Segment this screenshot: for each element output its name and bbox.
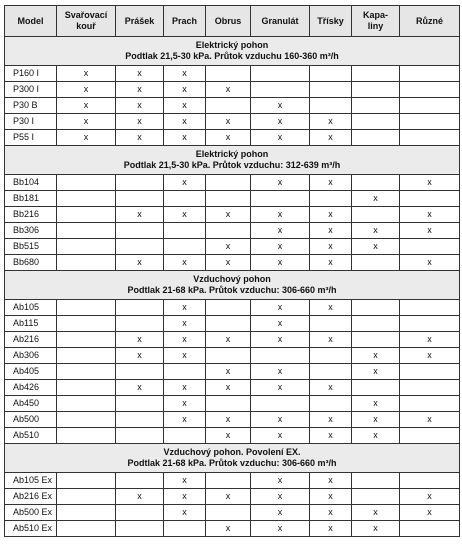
section-subtitle: Podtlak 21-68 kPa. Průtok vzduchu: 306-660 m³/h — [127, 285, 337, 295]
mark-cell: x — [251, 505, 310, 521]
mark-cell — [57, 505, 116, 521]
table-row — [5, 239, 460, 255]
mark-cell: x — [164, 255, 206, 271]
mark-cell: x — [310, 114, 352, 130]
mark-cell: x — [400, 223, 460, 239]
mark-cell: x — [206, 130, 251, 146]
table-row — [5, 300, 460, 316]
mark-cell — [164, 521, 206, 537]
mark-cell — [206, 66, 251, 82]
mark-cell — [310, 348, 352, 364]
column-header-text: kouř — [76, 21, 96, 31]
mark-cell: x — [116, 207, 164, 223]
table-row — [5, 98, 460, 114]
mark-cell: x — [352, 348, 400, 364]
mark-cell: x — [116, 114, 164, 130]
mark-cell — [310, 82, 352, 98]
mark-cell: x — [400, 489, 460, 505]
model-cell: Ab500 Ex — [5, 505, 57, 521]
table-row — [5, 66, 460, 82]
mark-cell: x — [310, 239, 352, 255]
model-cell: Ab105 — [5, 300, 57, 316]
mark-cell: x — [352, 191, 400, 207]
model-cell: Ab405 — [5, 364, 57, 380]
mark-cell — [352, 207, 400, 223]
mark-cell: x — [206, 207, 251, 223]
mark-cell: x — [310, 489, 352, 505]
mark-cell — [400, 98, 460, 114]
model-cell: Ab216 — [5, 332, 57, 348]
mark-cell — [206, 98, 251, 114]
mark-cell — [57, 175, 116, 191]
mark-cell — [57, 316, 116, 332]
mark-cell: x — [310, 505, 352, 521]
mark-cell — [206, 396, 251, 412]
section-header-row — [5, 444, 460, 473]
mark-cell: x — [310, 130, 352, 146]
table-row — [5, 489, 460, 505]
model-cell: Ab115 — [5, 316, 57, 332]
mark-cell — [352, 82, 400, 98]
mark-cell: x — [352, 364, 400, 380]
section-title: Elektrický pohon — [195, 149, 269, 159]
mark-cell: x — [116, 130, 164, 146]
mark-cell — [400, 364, 460, 380]
mark-cell — [400, 473, 460, 489]
section-subtitle: Podtlak 21,5-30 kPa. Průtok vzduchu: 312-639 m³/h — [123, 160, 341, 170]
mark-cell — [310, 316, 352, 332]
mark-cell: x — [400, 255, 460, 271]
model-cell: Ab216 Ex — [5, 489, 57, 505]
column-header — [206, 6, 251, 37]
mark-cell: x — [251, 223, 310, 239]
model-cell: Bb216 — [5, 207, 57, 223]
section-header-row — [5, 271, 460, 300]
mark-cell — [310, 396, 352, 412]
model-cell: P30 B — [5, 98, 57, 114]
mark-cell: x — [206, 82, 251, 98]
mark-cell — [352, 316, 400, 332]
mark-cell: x — [116, 332, 164, 348]
model-cell: Ab450 — [5, 396, 57, 412]
mark-cell — [57, 332, 116, 348]
mark-cell: x — [164, 114, 206, 130]
mark-cell — [352, 175, 400, 191]
mark-cell — [206, 505, 251, 521]
mark-cell: x — [57, 114, 116, 130]
table-row — [5, 396, 460, 412]
mark-cell — [57, 255, 116, 271]
model-cell: Ab510 — [5, 428, 57, 444]
mark-cell — [400, 191, 460, 207]
mark-cell: x — [251, 428, 310, 444]
mark-cell: x — [310, 255, 352, 271]
model-cell: Ab105 Ex — [5, 473, 57, 489]
mark-cell — [57, 364, 116, 380]
mark-cell: x — [164, 489, 206, 505]
mark-cell: x — [310, 332, 352, 348]
table-row — [5, 175, 460, 191]
model-cell: P300 I — [5, 82, 57, 98]
mark-cell — [57, 396, 116, 412]
mark-cell — [57, 412, 116, 428]
table-row — [5, 332, 460, 348]
mark-cell: x — [352, 505, 400, 521]
mark-cell: x — [164, 348, 206, 364]
mark-cell: x — [310, 473, 352, 489]
table-row — [5, 348, 460, 364]
mark-cell — [352, 332, 400, 348]
model-cell: Bb181 — [5, 191, 57, 207]
mark-cell: x — [400, 207, 460, 223]
mark-cell — [57, 239, 116, 255]
mark-cell: x — [164, 473, 206, 489]
mark-cell — [400, 380, 460, 396]
column-header — [164, 6, 206, 37]
mark-cell: x — [206, 239, 251, 255]
mark-cell — [206, 316, 251, 332]
table-row — [5, 364, 460, 380]
mark-cell — [352, 380, 400, 396]
table-row — [5, 428, 460, 444]
model-cell: Bb306 — [5, 223, 57, 239]
mark-cell: x — [164, 380, 206, 396]
mark-cell: x — [251, 364, 310, 380]
mark-cell: x — [251, 412, 310, 428]
mark-cell: x — [206, 489, 251, 505]
mark-cell — [352, 255, 400, 271]
column-header-text: Prášek — [124, 15, 155, 26]
mark-cell — [116, 175, 164, 191]
mark-cell: x — [57, 82, 116, 98]
mark-cell — [57, 348, 116, 364]
mark-cell: x — [310, 223, 352, 239]
mark-cell — [116, 412, 164, 428]
mark-cell: x — [116, 66, 164, 82]
table-row — [5, 473, 460, 489]
column-header — [116, 6, 164, 37]
column-header — [57, 6, 116, 37]
section-header — [5, 146, 460, 175]
table-row — [5, 255, 460, 271]
model-cell: P30 I — [5, 114, 57, 130]
mark-cell: x — [251, 207, 310, 223]
mark-cell — [57, 428, 116, 444]
mark-cell — [352, 300, 400, 316]
mark-cell: x — [57, 66, 116, 82]
table-row — [5, 521, 460, 537]
mark-cell — [400, 114, 460, 130]
mark-cell: x — [164, 505, 206, 521]
column-header-text: Kapa- — [362, 10, 388, 20]
mark-cell — [57, 380, 116, 396]
table-header — [5, 6, 460, 37]
mark-cell: x — [251, 521, 310, 537]
mark-cell: x — [310, 300, 352, 316]
mark-cell: x — [164, 175, 206, 191]
table-row — [5, 380, 460, 396]
model-cell: Bb515 — [5, 239, 57, 255]
mark-cell — [116, 239, 164, 255]
mark-cell: x — [206, 380, 251, 396]
mark-cell: x — [251, 300, 310, 316]
mark-cell — [400, 316, 460, 332]
mark-cell: x — [352, 412, 400, 428]
mark-cell: x — [206, 521, 251, 537]
mark-cell: x — [164, 130, 206, 146]
model-cell: Ab510 Ex — [5, 521, 57, 537]
section-title: Elektrický pohon — [195, 40, 269, 50]
mark-cell: x — [116, 98, 164, 114]
mark-cell — [310, 66, 352, 82]
mark-cell: x — [116, 380, 164, 396]
model-cell: Ab306 — [5, 348, 57, 364]
mark-cell — [116, 473, 164, 489]
mark-cell: x — [164, 98, 206, 114]
column-header — [310, 6, 352, 37]
mark-cell — [57, 489, 116, 505]
mark-cell — [352, 98, 400, 114]
mark-cell — [116, 505, 164, 521]
column-header-text: Model — [17, 15, 44, 26]
mark-cell — [251, 191, 310, 207]
mark-cell: x — [164, 316, 206, 332]
mark-cell — [206, 191, 251, 207]
mark-cell — [352, 489, 400, 505]
mark-cell — [164, 239, 206, 255]
mark-cell: x — [400, 348, 460, 364]
header-row — [5, 6, 460, 37]
section-title: Vzduchový pohon. Povolení EX. — [163, 447, 301, 457]
mark-cell — [206, 348, 251, 364]
model-cell: P55 I — [5, 130, 57, 146]
mark-cell: x — [57, 130, 116, 146]
mark-cell: x — [164, 332, 206, 348]
model-cell: Ab500 — [5, 412, 57, 428]
mark-cell: x — [352, 396, 400, 412]
mark-cell — [310, 98, 352, 114]
mark-cell: x — [251, 316, 310, 332]
mark-cell: x — [310, 207, 352, 223]
mark-cell — [164, 223, 206, 239]
mark-cell: x — [310, 412, 352, 428]
column-header-text: Různé — [416, 15, 443, 26]
mark-cell: x — [206, 364, 251, 380]
table-row — [5, 316, 460, 332]
mark-cell — [164, 428, 206, 444]
mark-cell: x — [400, 505, 460, 521]
mark-cell: x — [251, 332, 310, 348]
mark-cell: x — [251, 473, 310, 489]
mark-cell: x — [251, 380, 310, 396]
mark-cell: x — [116, 348, 164, 364]
mark-cell: x — [251, 255, 310, 271]
column-header — [352, 6, 400, 37]
mark-cell — [352, 130, 400, 146]
table-row — [5, 505, 460, 521]
column-header — [5, 6, 57, 37]
mark-cell: x — [164, 207, 206, 223]
mark-cell: x — [251, 239, 310, 255]
table-row — [5, 412, 460, 428]
mark-cell: x — [251, 130, 310, 146]
model-cell: Bb680 — [5, 255, 57, 271]
table-body — [5, 37, 460, 537]
mark-cell: x — [206, 255, 251, 271]
column-header — [251, 6, 310, 37]
mark-cell — [400, 396, 460, 412]
section-subtitle: Podtlak 21-68 kPa. Průtok vzduchu: 306-660 m³/h — [127, 458, 337, 468]
mark-cell — [400, 239, 460, 255]
mark-cell: x — [206, 114, 251, 130]
mark-cell: x — [206, 428, 251, 444]
mark-cell: x — [310, 428, 352, 444]
mark-cell: x — [352, 223, 400, 239]
mark-cell: x — [116, 255, 164, 271]
mark-cell: x — [251, 175, 310, 191]
mark-cell: x — [164, 82, 206, 98]
mark-cell — [251, 396, 310, 412]
mark-cell: x — [57, 98, 116, 114]
column-header-text: Svařovací — [64, 10, 108, 20]
mark-cell: x — [116, 489, 164, 505]
mark-cell: x — [310, 380, 352, 396]
mark-cell: x — [400, 332, 460, 348]
mark-cell — [206, 473, 251, 489]
mark-cell: x — [251, 489, 310, 505]
table-row — [5, 191, 460, 207]
mark-cell: x — [251, 98, 310, 114]
mark-cell: x — [352, 428, 400, 444]
mark-cell — [206, 300, 251, 316]
model-cell: Bb104 — [5, 175, 57, 191]
mark-cell — [116, 316, 164, 332]
section-header-row — [5, 146, 460, 175]
mark-cell: x — [310, 521, 352, 537]
mark-cell — [251, 82, 310, 98]
mark-cell: x — [206, 332, 251, 348]
mark-cell: x — [164, 412, 206, 428]
column-header-text: Obrus — [214, 15, 242, 26]
mark-cell — [116, 396, 164, 412]
mark-cell — [164, 191, 206, 207]
mark-cell — [116, 521, 164, 537]
section-header — [5, 37, 460, 66]
mark-cell — [400, 300, 460, 316]
mark-cell: x — [310, 175, 352, 191]
mark-cell: x — [116, 82, 164, 98]
mark-cell — [352, 66, 400, 82]
table-row — [5, 82, 460, 98]
section-subtitle: Podtlak 21,5-30 kPa. Průtok vzduchu 160-360 m³/h — [125, 51, 339, 61]
mark-cell: x — [400, 175, 460, 191]
mark-cell — [206, 175, 251, 191]
column-header — [400, 6, 460, 37]
section-header — [5, 271, 460, 300]
table-row — [5, 207, 460, 223]
section-header — [5, 444, 460, 473]
model-cell: Ab426 — [5, 380, 57, 396]
mark-cell: x — [164, 300, 206, 316]
mark-cell — [57, 473, 116, 489]
mark-cell: x — [206, 412, 251, 428]
column-header-text: Prach — [171, 15, 197, 26]
mark-cell — [352, 473, 400, 489]
mark-cell: x — [164, 396, 206, 412]
column-header-text: liny — [367, 21, 384, 31]
table-row — [5, 130, 460, 146]
table-row — [5, 223, 460, 239]
mark-cell: x — [352, 239, 400, 255]
table-row — [5, 114, 460, 130]
product-compatibility-table — [4, 5, 460, 537]
mark-cell — [400, 521, 460, 537]
mark-cell — [310, 364, 352, 380]
mark-cell: x — [400, 412, 460, 428]
mark-cell — [57, 521, 116, 537]
mark-cell — [400, 66, 460, 82]
model-cell: P160 I — [5, 66, 57, 82]
mark-cell — [400, 82, 460, 98]
column-header-text: Granulát — [261, 15, 299, 26]
mark-cell — [116, 191, 164, 207]
mark-cell — [400, 130, 460, 146]
mark-cell — [57, 191, 116, 207]
mark-cell — [164, 364, 206, 380]
section-header-row — [5, 37, 460, 66]
mark-cell — [251, 348, 310, 364]
mark-cell: x — [352, 521, 400, 537]
mark-cell — [57, 207, 116, 223]
mark-cell — [116, 428, 164, 444]
mark-cell — [116, 364, 164, 380]
mark-cell — [400, 428, 460, 444]
mark-cell — [116, 300, 164, 316]
mark-cell — [251, 66, 310, 82]
section-title: Vzduchový pohon — [193, 274, 271, 284]
mark-cell — [352, 114, 400, 130]
mark-cell — [206, 223, 251, 239]
mark-cell — [57, 223, 116, 239]
mark-cell — [310, 191, 352, 207]
mark-cell: x — [164, 66, 206, 82]
mark-cell — [57, 300, 116, 316]
column-header-text: Třísky — [317, 15, 344, 26]
mark-cell — [116, 223, 164, 239]
mark-cell: x — [251, 114, 310, 130]
